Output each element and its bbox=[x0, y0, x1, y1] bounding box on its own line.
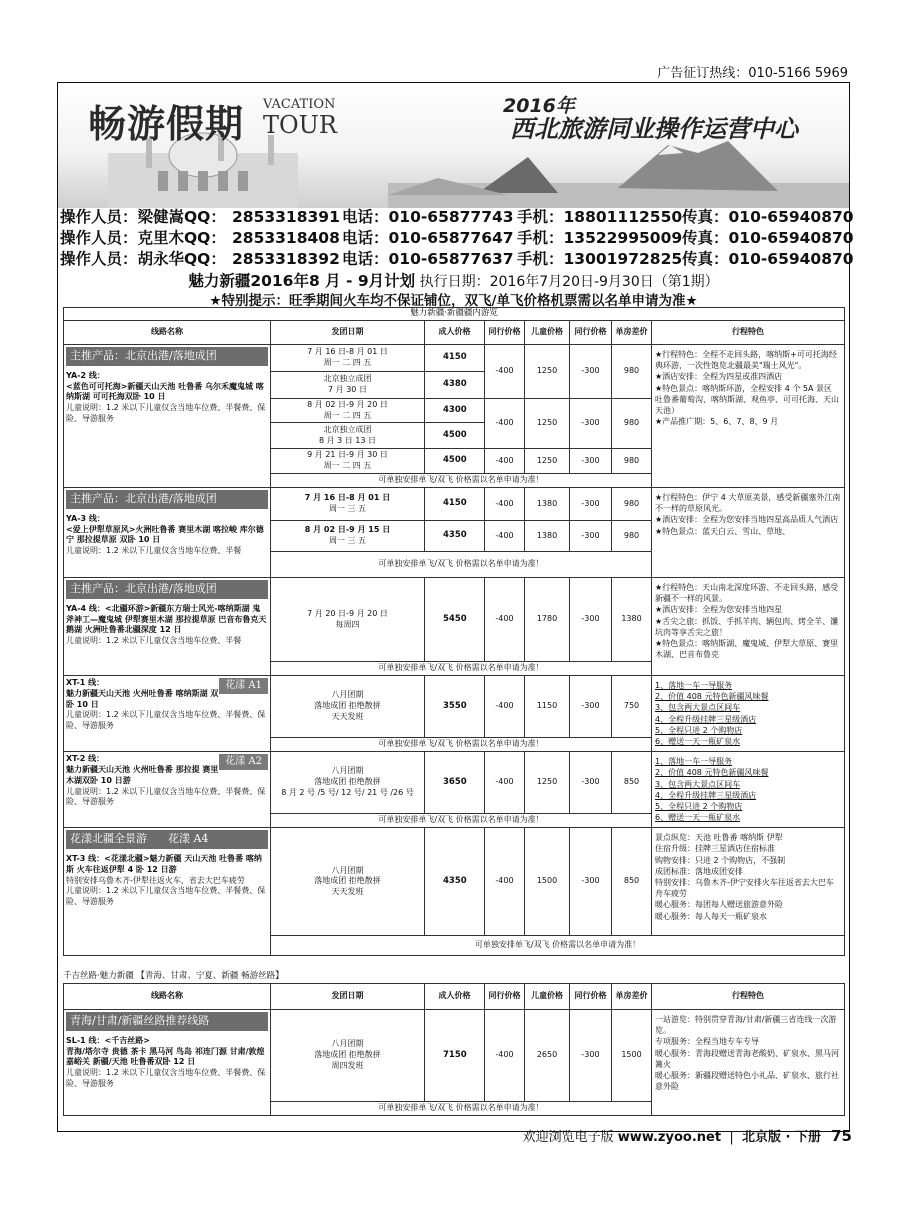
col-peer-price: 同行价格 bbox=[485, 984, 525, 1010]
brand-logo-cn: 畅游假期 bbox=[88, 102, 245, 146]
route-code: YA-3 线： bbox=[66, 513, 105, 523]
banner bbox=[58, 83, 849, 208]
feature-item: 2、价值 408 元特色新疆风味餐 bbox=[655, 768, 769, 778]
operator-row bbox=[60, 205, 854, 226]
peer-price-2: -300 bbox=[570, 521, 612, 552]
operator-name: 操作人员：克里木QQ： bbox=[60, 229, 226, 247]
single-supplement: 980 bbox=[612, 399, 652, 449]
route-name: <北疆环游>新疆东方瑞士风光-喀纳斯湖 鬼斧神工—魔鬼城 伊犁赛里木湖 那拉提草原 巴音布鲁克天鹅湖 火洲吐鲁番北疆深度 12 日 bbox=[66, 603, 267, 635]
peer-price: -400 bbox=[485, 828, 525, 936]
silk-road-route-table bbox=[63, 983, 845, 1116]
adult-price: 3550 bbox=[425, 676, 485, 738]
xinjiang-route-table bbox=[63, 307, 845, 956]
peer-price-2: -300 bbox=[570, 752, 612, 814]
route-tag-code: 花漾 A4 bbox=[167, 832, 209, 846]
child-price: 1380 bbox=[525, 521, 570, 552]
table-row bbox=[64, 752, 845, 814]
child-price: 1250 bbox=[525, 399, 570, 449]
child-note: 儿童说明：1.2 米以下儿童仅含当地车位费、半餐费、保险、导游服务 bbox=[66, 403, 266, 424]
operator-name: 操作人员：梁健嵩QQ： bbox=[60, 208, 226, 226]
departure-date bbox=[271, 676, 425, 738]
single-supplement: 980 bbox=[612, 521, 652, 552]
date-group-note: 落地成团 拒绝散拼 bbox=[314, 701, 381, 711]
peer-price: -400 bbox=[485, 345, 525, 399]
departure-date bbox=[271, 578, 425, 662]
col-single-supplement: 单房差价 bbox=[612, 984, 652, 1010]
feature-item: 5、全程只进 2 个购物店 bbox=[655, 801, 743, 811]
flight-note: 可单独安排单飞/双飞 价格需以名单申请为准！ bbox=[271, 813, 652, 827]
banner-title: 西北旅游同业操作运营中心 bbox=[510, 115, 798, 143]
route-code: SL-1 线：<千吉丝路> bbox=[66, 1035, 150, 1045]
route-tag: 主推产品：北京出港/落地成团 bbox=[66, 580, 268, 599]
child-price: 1150 bbox=[525, 676, 570, 738]
feature-item: 6、赠送一天一瓶矿泉水 bbox=[655, 813, 741, 823]
child-price: 1380 bbox=[525, 488, 570, 521]
peer-price-2: -300 bbox=[570, 1010, 612, 1102]
single-supplement: 980 bbox=[612, 488, 652, 521]
route-tag-title: 花漾北疆全景游 bbox=[70, 832, 147, 846]
departure-date bbox=[271, 372, 425, 399]
feature-item: 3、包含两大景点区间车 bbox=[655, 703, 741, 713]
date-weekdays: 每周四 bbox=[335, 619, 360, 629]
adult-price: 4350 bbox=[425, 828, 485, 936]
operator-tel: 电话：010-65877647 bbox=[342, 229, 514, 247]
date-range: 八月团期 bbox=[331, 865, 364, 875]
route-ya2 bbox=[64, 345, 271, 488]
col-child-price: 儿童价格 bbox=[525, 321, 570, 345]
operator-qq: 2853318392 bbox=[232, 250, 340, 268]
plan-exec-date: 执行日期：2016年7月20日-9月30日（第1期） bbox=[419, 274, 719, 290]
departure-date bbox=[271, 345, 425, 372]
col-departure-date: 发团日期 bbox=[271, 321, 425, 345]
route-sl1 bbox=[64, 1010, 271, 1116]
child-price: 1500 bbox=[525, 828, 570, 936]
date-weekdays: 7 月 30 日 bbox=[328, 385, 367, 394]
route-ya3 bbox=[64, 488, 271, 578]
route-tag: 花漾 A2 bbox=[219, 754, 268, 770]
date-range: 7 月 20 日-9 月 20 日 bbox=[307, 608, 388, 618]
departure-date bbox=[271, 449, 425, 474]
single-supplement: 980 bbox=[612, 449, 652, 474]
peer-price: -400 bbox=[485, 521, 525, 552]
col-peer-price: 同行价格 bbox=[485, 321, 525, 345]
route-name: <蓝色可可托海>新疆天山天池 吐鲁番 乌尔禾魔鬼城 喀纳斯湖 可可托海双卧 10 日 bbox=[66, 381, 264, 402]
col-child-price: 儿童价格 bbox=[525, 984, 570, 1010]
ad-hotline: 广告征订热线：010-5166 5969 bbox=[657, 66, 848, 81]
plan-title bbox=[58, 269, 849, 291]
adult-price: 4300 bbox=[425, 399, 485, 423]
flight-note: 可单独安排单飞/双飞 价格需以名单申请为准！ bbox=[271, 474, 652, 488]
operator-fax: 传真：010-65940870 bbox=[682, 229, 854, 247]
table-row bbox=[64, 578, 845, 662]
departure-date bbox=[271, 752, 425, 814]
adult-price: 4350 bbox=[425, 521, 485, 552]
operator-row bbox=[60, 247, 854, 268]
feature-item: 3、包含两大景点区间车 bbox=[655, 779, 741, 789]
operator-mobile: 手机：13522995009 bbox=[517, 229, 683, 247]
page-frame bbox=[57, 82, 854, 1132]
flight-note: 可单独安排单飞/双飞 价格需以名单申请为准！ bbox=[271, 738, 652, 752]
route-features: 一站游览：特别贯穿青海/甘肃/新疆三省连线一次游览。 专项服务：全程当地专车专导 暖心服务：青海段赠送青海老酸奶、矿泉水、黑马河篝火 暖心服务：新疆段赠送特色小礼品、矿泉水、旅行社意外险 bbox=[652, 1010, 845, 1116]
route-tag: 花漾 A1 bbox=[219, 678, 268, 694]
operator-list bbox=[60, 205, 854, 268]
child-price: 1780 bbox=[525, 578, 570, 662]
date-weekdays: 周一 二 四 五 bbox=[323, 410, 372, 420]
date-range: 八月团期 bbox=[331, 1039, 364, 1049]
peer-price-2: -300 bbox=[570, 578, 612, 662]
peer-price: -400 bbox=[485, 752, 525, 814]
adult-price: 7150 bbox=[425, 1010, 485, 1102]
footer-edition: 北京版 · 下册 bbox=[741, 1130, 821, 1145]
single-supplement: 1380 bbox=[612, 578, 652, 662]
peer-price-2: -300 bbox=[570, 345, 612, 399]
date-range: 9 月 21 日-9 月 30 日 bbox=[307, 450, 388, 460]
table-row bbox=[64, 1010, 845, 1102]
departure-date bbox=[271, 399, 425, 423]
route-features bbox=[652, 676, 845, 752]
child-price: 1250 bbox=[525, 752, 570, 814]
child-note: 儿童说明：1.2 米以下儿童仅含当地车位费、半餐费、保险、导游服务 bbox=[66, 1068, 266, 1089]
col-adult-price: 成人价格 bbox=[425, 984, 485, 1010]
date-weekdays: 天天发班 bbox=[331, 711, 364, 721]
silk-road-section-title: 千吉丝路·魅力新疆 【青海、甘肃、宁夏、新疆 畅游丝路】 bbox=[63, 971, 284, 981]
table-row bbox=[64, 345, 845, 372]
date-weekdays: 周一 二 四 五 bbox=[323, 358, 372, 367]
brand-logo-en-top: VACATION bbox=[263, 97, 336, 112]
child-price: 1250 bbox=[525, 449, 570, 474]
date-range: 北京独立成团 bbox=[323, 424, 372, 434]
date-weekdays: 天天发班 bbox=[331, 887, 364, 897]
date-range: 北京独立成团 bbox=[323, 374, 372, 384]
date-range: 8 月 02 日-9 月 20 日 bbox=[307, 399, 388, 409]
operator-fax: 传真：010-65940870 bbox=[682, 208, 854, 226]
departure-date bbox=[271, 521, 425, 552]
feature-item: 5、全程只进 2 个购物店 bbox=[655, 725, 743, 735]
operator-tel: 电话：010-65877743 bbox=[342, 208, 514, 226]
adult-price: 3650 bbox=[425, 752, 485, 814]
route-tag bbox=[66, 830, 268, 849]
date-range: 八月团期 bbox=[331, 766, 364, 776]
single-supplement: 980 bbox=[612, 345, 652, 399]
child-note: 儿童说明：1.2 米以下儿童仅含当地车位费、半餐费、保险、导游服务 bbox=[66, 710, 266, 731]
route-tag: 主推产品：北京出港/落地成团 bbox=[66, 490, 268, 509]
peer-price: -400 bbox=[485, 578, 525, 662]
child-note: 儿童说明：1.2 米以下儿童仅含当地车位费、半餐费、保险、导游服务 bbox=[66, 786, 266, 807]
route-features: ★行程特色：全程不走回头路，喀纳斯+可可托海经典环游，一次性饱览北疆最美"瑞士风光"。 ★酒店安排：全程为四星或准四酒店 ★特色景点：喀纳斯环游，全程安排 4 个 5A 景区 吐鲁番葡萄沟、喀纳斯湖、观鱼亭、可可托海、天山天池） ★产品推广期：5、6、7、8、9 月 bbox=[652, 345, 845, 488]
adult-price: 5450 bbox=[425, 578, 485, 662]
route-name: 青海/塔尔寺 贵德 茶卡 黑马河 鸟岛 祁连门源 甘肃/敦煌 嘉峪关 新疆/天池 吐鲁番双卧 12 日 bbox=[66, 1046, 265, 1067]
departure-date bbox=[271, 423, 425, 449]
date-group-note: 落地成团 拒绝散拼 bbox=[314, 1050, 381, 1060]
feature-item: 2、价值 408 元特色新疆风味餐 bbox=[655, 692, 769, 702]
route-name: 魅力新疆天山天池 火州吐鲁番 那拉提 赛里木湖双卧 10 日游 bbox=[66, 764, 219, 785]
operator-fax: 传真：010-65940870 bbox=[682, 250, 854, 268]
col-peer-price-2: 同行价格 bbox=[570, 984, 612, 1010]
peer-price-2: -300 bbox=[570, 488, 612, 521]
table-row bbox=[64, 828, 845, 936]
operator-row bbox=[60, 226, 854, 247]
plan-heading: 魅力新疆2016年8 月 - 9月计划 bbox=[188, 272, 416, 290]
route-xt2 bbox=[64, 752, 271, 828]
footer-url[interactable]: www.zyoo.net bbox=[617, 1130, 722, 1145]
col-features: 行程特色 bbox=[652, 321, 845, 345]
special-note: 特别安排乌鲁木齐-伊犁往返火车，省去大巴车疲劳 bbox=[66, 875, 245, 885]
departure-date bbox=[271, 488, 425, 521]
adult-price: 4150 bbox=[425, 345, 485, 372]
date-range: 8 月 02 日-9 月 15 日 bbox=[304, 525, 391, 535]
single-supplement: 1500 bbox=[612, 1010, 652, 1102]
flight-note: 可单独安排单飞/双飞 价格需以名单申请为准！ bbox=[271, 552, 652, 578]
single-supplement: 750 bbox=[612, 676, 652, 738]
route-features bbox=[652, 752, 845, 828]
date-range: 八月团期 bbox=[331, 690, 364, 700]
adult-price: 4380 bbox=[425, 372, 485, 399]
operator-qq: 2853318391 bbox=[232, 208, 340, 226]
single-supplement: 850 bbox=[612, 828, 652, 936]
route-code: XT-2 线： bbox=[66, 754, 105, 764]
date-weekdays: 周一 二 四 五 bbox=[323, 461, 372, 470]
child-price: 1250 bbox=[525, 345, 570, 399]
operator-mobile: 手机：18801112550 bbox=[517, 208, 683, 226]
col-departure-date: 发团日期 bbox=[271, 984, 425, 1010]
date-group-note: 落地成团 拒绝散拼 bbox=[314, 777, 381, 787]
peer-price-2: -300 bbox=[570, 676, 612, 738]
footer-text: 欢迎浏览电子版 bbox=[522, 1130, 614, 1145]
peer-price-2: -300 bbox=[570, 449, 612, 474]
route-ya4 bbox=[64, 578, 271, 676]
table-row bbox=[64, 488, 845, 521]
route-xt3 bbox=[64, 828, 271, 956]
banner-year: 2016年 bbox=[503, 95, 575, 117]
operator-tel: 电话：010-65877637 bbox=[342, 250, 514, 268]
peer-price: -400 bbox=[485, 399, 525, 449]
feature-item: 4、全程升级挂牌三星级酒店 bbox=[655, 714, 757, 724]
adult-price: 4500 bbox=[425, 449, 485, 474]
flight-note: 可单独安排单飞/双飞 价格需以名单申请为准！ bbox=[271, 662, 652, 676]
child-note: 儿童说明：1.2 米以下儿童仅含当地车位费、半餐 bbox=[66, 546, 242, 556]
route-code: YA-4 线： bbox=[66, 603, 105, 613]
route-name: <花漾北疆>魅力新疆 天山天池 吐鲁番 喀纳斯 火车往返伊犁 4 卧 12 日游 bbox=[66, 854, 262, 874]
date-weekdays: 周四发班 bbox=[331, 1060, 364, 1070]
date-weekdays: 周一 三 五 bbox=[328, 504, 367, 513]
date-group-note: 落地成团 拒绝散拼 bbox=[314, 876, 381, 886]
feature-item: 1、落地一车一导服务 bbox=[655, 681, 733, 690]
child-note: 儿童说明：1.2 米以下儿童仅含当地车位费、半餐费、保险、导游服务 bbox=[66, 886, 266, 907]
child-note: 儿童说明：1.2 米以下儿童仅含当地车位费、半餐 bbox=[66, 636, 242, 646]
single-supplement: 850 bbox=[612, 752, 652, 814]
route-xt1 bbox=[64, 676, 271, 752]
brand-logo-en-bottom: TOUR bbox=[263, 111, 337, 139]
peer-price-2: -300 bbox=[570, 399, 612, 449]
date-range: 7 月 16 日-8 月 01 日 bbox=[307, 347, 388, 357]
route-code: XT-3 线： bbox=[66, 854, 105, 864]
peer-price: -400 bbox=[485, 676, 525, 738]
date-range: 7 月 16 日-8 月 01 日 bbox=[304, 493, 391, 503]
col-adult-price: 成人价格 bbox=[425, 321, 485, 345]
peer-price: -400 bbox=[485, 1010, 525, 1102]
date-weekdays: 8 月 2 号 /5 号/ 12 号/ 21 号 /26 号 bbox=[281, 787, 414, 797]
operator-mobile: 手机：13001972825 bbox=[517, 250, 683, 268]
operator-name: 操作人员：胡永华QQ： bbox=[60, 250, 226, 268]
adult-price: 4500 bbox=[425, 423, 485, 449]
departure-date bbox=[271, 1010, 425, 1102]
feature-item: 6、赠送一天一瓶矿泉水 bbox=[655, 736, 741, 746]
route-features: ★行程特色：天山南北深度环游、不走回头路，感受新疆不一样的风景。 ★酒店安排：全程为您安排当地四星 ★舌尖之旅：抓饭、手抓羊肉、辆包肉、烤全羊、馕坑肉等享舌尖之旅！ ★特色景点：喀纳斯湖、魔鬼城、伊犁大草原、赛里木湖、巴音布鲁克 bbox=[652, 578, 845, 676]
route-tag: 青海/甘肃/新疆丝路推荐线路 bbox=[66, 1012, 268, 1031]
flight-note: 可单独安排单飞/双飞 价格需以名单申请为准！ bbox=[271, 936, 845, 956]
col-peer-price-2: 同行价格 bbox=[570, 321, 612, 345]
route-tag: 主推产品：北京出港/落地成团 bbox=[66, 347, 268, 366]
col-route-name: 线路名称 bbox=[64, 984, 271, 1010]
page-footer: 欢迎浏览电子版 www.zyoo.net | 北京版 · 下册 75 bbox=[522, 1127, 852, 1145]
child-price: 2650 bbox=[525, 1010, 570, 1102]
route-features: 景点纵览：天池 吐鲁番 喀纳斯 伊犁 住宿升级：挂牌三星酒店住宿标准 购物安排：只进 2 个购物店，不强制 成团标准：落地成团安排 特别安排：乌鲁木齐-伊宁安排火车往返省去大巴车舟车疲劳 暖心服务：每团每人赠送旅游意外险 暖心服务：每人每天一瓶矿泉水 bbox=[652, 828, 845, 936]
flight-note: 可单独安排单飞/双飞 价格需以名单申请为准！ bbox=[271, 1102, 652, 1116]
date-weekdays: 8 月 3 日 13 日 bbox=[318, 435, 377, 445]
route-name: <爱上伊犁草原风>火洲吐鲁番 赛里木湖 喀拉峻 库尔德宁 那拉提草原 双卧 10 日 bbox=[66, 524, 264, 545]
peer-price: -400 bbox=[485, 488, 525, 521]
adult-price: 4150 bbox=[425, 488, 485, 521]
col-single-supplement: 单房差价 bbox=[612, 321, 652, 345]
peer-price: -400 bbox=[485, 449, 525, 474]
feature-item: 4、全程升级挂牌三星级酒店 bbox=[655, 790, 757, 800]
page-number: 75 bbox=[831, 1127, 852, 1145]
route-code: XT-1 线： bbox=[66, 678, 105, 687]
departure-date bbox=[271, 828, 425, 936]
route-features: ★行程特色：伊宁 4 大草原美景，感受新疆塞外江南不一样的草原风光。 ★酒店安排：全程为您安排当地四星高品质人气酒店 ★特色景点：蓝天白云、雪山、草地、 bbox=[652, 488, 845, 578]
route-name: 魅力新疆天山天池 火州吐鲁番 喀纳斯湖 双卧 10 日 bbox=[66, 688, 219, 709]
table-row bbox=[64, 676, 845, 738]
plan-special-note: ★特别提示：旺季期间火车均不保证铺位，双飞/单飞价格机票需以名单申请为准★ bbox=[209, 293, 698, 309]
route-code: YA-2 线： bbox=[66, 370, 105, 380]
col-features: 行程特色 bbox=[652, 984, 845, 1010]
section-title: 魅力新疆·新疆疆内游览 bbox=[64, 308, 845, 321]
col-route-name: 线路名称 bbox=[64, 321, 271, 345]
operator-qq: 2853318408 bbox=[232, 229, 340, 247]
feature-item: 1、落地一车一导服务 bbox=[655, 757, 733, 767]
date-weekdays: 周一 三 五 bbox=[328, 536, 367, 545]
peer-price-2: -300 bbox=[570, 828, 612, 936]
